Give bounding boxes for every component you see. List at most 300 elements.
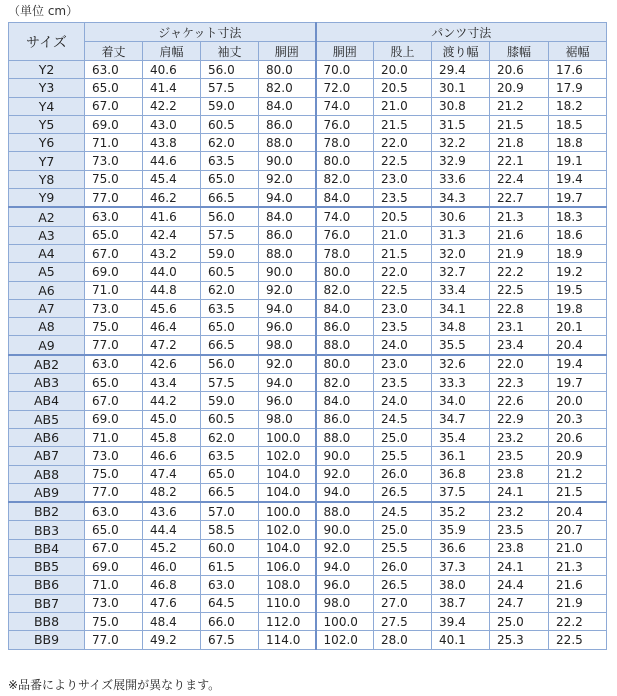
size-label: A5	[9, 263, 85, 281]
measurement-cell: 42.2	[143, 97, 201, 115]
size-label: BB9	[9, 631, 85, 649]
measurement-cell: 48.2	[143, 483, 201, 502]
table-row	[9, 392, 607, 410]
measurement-cell: 96.0	[259, 318, 316, 336]
size-table-container	[8, 22, 606, 650]
measurement-cell: 66.5	[201, 483, 259, 502]
measurement-cell: 22.3	[490, 374, 549, 392]
measurement-cell: 71.0	[85, 428, 143, 446]
measurement-cell: 38.7	[432, 594, 490, 612]
measurement-cell: 63.0	[201, 576, 259, 594]
measurement-cell: 24.4	[490, 576, 549, 594]
measurement-cell: 102.0	[316, 631, 374, 649]
measurement-cell: 47.2	[143, 336, 201, 355]
measurement-cell: 63.0	[85, 61, 143, 79]
measurement-cell: 78.0	[316, 134, 374, 152]
size-chart-table	[8, 22, 607, 650]
column-header: 胴囲	[316, 42, 374, 61]
measurement-cell: 63.5	[201, 299, 259, 317]
measurement-cell: 82.0	[259, 79, 316, 97]
measurement-cell: 46.6	[143, 447, 201, 465]
measurement-cell: 24.0	[374, 336, 432, 355]
measurement-cell: 39.4	[432, 612, 490, 630]
measurement-cell: 65.0	[85, 521, 143, 539]
measurement-cell: 23.4	[490, 336, 549, 355]
measurement-cell: 32.6	[432, 355, 490, 374]
measurement-cell: 27.5	[374, 612, 432, 630]
measurement-cell: 96.0	[259, 392, 316, 410]
measurement-cell: 98.0	[259, 410, 316, 428]
measurement-cell: 84.0	[316, 392, 374, 410]
measurement-cell: 17.6	[549, 61, 607, 79]
measurement-cell: 98.0	[316, 594, 374, 612]
table-row	[9, 134, 607, 152]
measurement-cell: 29.4	[432, 61, 490, 79]
measurement-cell: 67.0	[85, 97, 143, 115]
measurement-cell: 59.0	[201, 392, 259, 410]
measurement-cell: 35.2	[432, 502, 490, 521]
measurement-cell: 75.0	[85, 318, 143, 336]
jacket-group-header: ジャケット寸法	[85, 23, 316, 42]
measurement-cell: 77.0	[85, 336, 143, 355]
table-row	[9, 152, 607, 170]
size-label: BB7	[9, 594, 85, 612]
measurement-cell: 21.2	[490, 97, 549, 115]
size-label: AB5	[9, 410, 85, 428]
measurement-cell: 67.0	[85, 244, 143, 262]
measurement-cell: 19.7	[549, 189, 607, 208]
measurement-cell: 21.5	[490, 115, 549, 133]
measurement-cell: 20.6	[490, 61, 549, 79]
measurement-cell: 94.0	[259, 189, 316, 208]
measurement-cell: 80.0	[316, 152, 374, 170]
measurement-cell: 24.1	[490, 483, 549, 502]
measurement-cell: 69.0	[85, 263, 143, 281]
measurement-cell: 86.0	[316, 410, 374, 428]
measurement-cell: 56.0	[201, 355, 259, 374]
measurement-cell: 75.0	[85, 170, 143, 188]
measurement-cell: 71.0	[85, 281, 143, 299]
measurement-cell: 25.0	[490, 612, 549, 630]
measurement-cell: 100.0	[259, 502, 316, 521]
column-header: 膝幅	[490, 42, 549, 61]
unit-label: （単位 cm）	[8, 4, 79, 18]
table-row	[9, 355, 607, 374]
measurement-cell: 18.3	[549, 207, 607, 226]
measurement-cell: 63.0	[85, 502, 143, 521]
table-row	[9, 410, 607, 428]
measurement-cell: 92.0	[316, 539, 374, 557]
measurement-cell: 31.3	[432, 226, 490, 244]
measurement-cell: 106.0	[259, 558, 316, 576]
measurement-cell: 88.0	[259, 134, 316, 152]
measurement-cell: 35.5	[432, 336, 490, 355]
measurement-cell: 47.4	[143, 465, 201, 483]
column-header: 股上	[374, 42, 432, 61]
footnote: ※品番によりサイズ展開が異なります。	[8, 678, 221, 692]
measurement-cell: 24.1	[490, 558, 549, 576]
measurement-cell: 21.3	[549, 558, 607, 576]
measurement-cell: 65.0	[201, 318, 259, 336]
measurement-cell: 46.2	[143, 189, 201, 208]
measurement-cell: 17.9	[549, 79, 607, 97]
measurement-cell: 22.0	[374, 263, 432, 281]
measurement-cell: 21.5	[549, 483, 607, 502]
measurement-cell: 27.0	[374, 594, 432, 612]
measurement-cell: 45.4	[143, 170, 201, 188]
measurement-cell: 40.6	[143, 61, 201, 79]
measurement-cell: 47.6	[143, 594, 201, 612]
measurement-cell: 21.3	[490, 207, 549, 226]
measurement-cell: 19.8	[549, 299, 607, 317]
measurement-cell: 82.0	[316, 374, 374, 392]
measurement-cell: 23.2	[490, 502, 549, 521]
measurement-cell: 102.0	[259, 447, 316, 465]
measurement-cell: 46.0	[143, 558, 201, 576]
measurement-cell: 45.2	[143, 539, 201, 557]
measurement-cell: 108.0	[259, 576, 316, 594]
measurement-cell: 59.0	[201, 244, 259, 262]
size-label: Y7	[9, 152, 85, 170]
measurement-cell: 19.5	[549, 281, 607, 299]
measurement-cell: 21.0	[549, 539, 607, 557]
measurement-cell: 94.0	[259, 374, 316, 392]
measurement-cell: 26.0	[374, 558, 432, 576]
measurement-cell: 73.0	[85, 594, 143, 612]
measurement-cell: 77.0	[85, 189, 143, 208]
measurement-cell: 65.0	[201, 465, 259, 483]
table-row	[9, 318, 607, 336]
size-label: AB4	[9, 392, 85, 410]
table-row	[9, 170, 607, 188]
measurement-cell: 23.2	[490, 428, 549, 446]
measurement-cell: 20.0	[374, 61, 432, 79]
measurement-cell: 25.5	[374, 539, 432, 557]
measurement-cell: 34.8	[432, 318, 490, 336]
measurement-cell: 45.6	[143, 299, 201, 317]
size-label: BB5	[9, 558, 85, 576]
measurement-cell: 63.0	[85, 207, 143, 226]
measurement-cell: 77.0	[85, 631, 143, 649]
measurement-cell: 37.5	[432, 483, 490, 502]
measurement-cell: 104.0	[259, 465, 316, 483]
measurement-cell: 25.0	[374, 428, 432, 446]
measurement-cell: 60.5	[201, 263, 259, 281]
measurement-cell: 88.0	[316, 336, 374, 355]
measurement-cell: 43.6	[143, 502, 201, 521]
size-label: BB2	[9, 502, 85, 521]
measurement-cell: 46.4	[143, 318, 201, 336]
measurement-cell: 24.5	[374, 502, 432, 521]
table-row	[9, 558, 607, 576]
measurement-cell: 102.0	[259, 521, 316, 539]
measurement-cell: 64.5	[201, 594, 259, 612]
measurement-cell: 21.2	[549, 465, 607, 483]
measurement-cell: 80.0	[259, 61, 316, 79]
measurement-cell: 57.5	[201, 374, 259, 392]
table-row	[9, 447, 607, 465]
measurement-cell: 21.0	[374, 226, 432, 244]
measurement-cell: 56.0	[201, 207, 259, 226]
measurement-cell: 21.5	[374, 244, 432, 262]
measurement-cell: 48.4	[143, 612, 201, 630]
measurement-cell: 36.1	[432, 447, 490, 465]
measurement-cell: 23.8	[490, 465, 549, 483]
table-row	[9, 61, 607, 79]
table-row	[9, 263, 607, 281]
measurement-cell: 25.0	[374, 521, 432, 539]
measurement-cell: 42.6	[143, 355, 201, 374]
table-row	[9, 189, 607, 208]
size-label: A3	[9, 226, 85, 244]
measurement-cell: 22.0	[490, 355, 549, 374]
size-label: Y5	[9, 115, 85, 133]
measurement-cell: 63.5	[201, 447, 259, 465]
measurement-cell: 20.3	[549, 410, 607, 428]
column-header: 着丈	[85, 42, 143, 61]
measurement-cell: 19.1	[549, 152, 607, 170]
size-label: AB3	[9, 374, 85, 392]
measurement-cell: 46.8	[143, 576, 201, 594]
measurement-cell: 57.5	[201, 79, 259, 97]
measurement-cell: 23.8	[490, 539, 549, 557]
measurement-cell: 23.0	[374, 355, 432, 374]
size-header: サイズ	[9, 23, 85, 61]
size-label: A9	[9, 336, 85, 355]
measurement-cell: 20.1	[549, 318, 607, 336]
table-body	[9, 61, 607, 650]
measurement-cell: 84.0	[316, 189, 374, 208]
measurement-cell: 18.2	[549, 97, 607, 115]
measurement-cell: 98.0	[259, 336, 316, 355]
measurement-cell: 80.0	[316, 355, 374, 374]
measurement-cell: 30.6	[432, 207, 490, 226]
measurement-cell: 19.7	[549, 374, 607, 392]
measurement-cell: 24.5	[374, 410, 432, 428]
measurement-cell: 62.0	[201, 134, 259, 152]
measurement-cell: 20.9	[549, 447, 607, 465]
measurement-cell: 28.0	[374, 631, 432, 649]
measurement-cell: 44.6	[143, 152, 201, 170]
measurement-cell: 22.5	[374, 281, 432, 299]
measurement-cell: 74.0	[316, 207, 374, 226]
measurement-cell: 35.4	[432, 428, 490, 446]
table-row	[9, 79, 607, 97]
measurement-cell: 57.5	[201, 226, 259, 244]
measurement-cell: 20.0	[549, 392, 607, 410]
table-row	[9, 631, 607, 649]
column-header: 渡り幅	[432, 42, 490, 61]
size-label: Y4	[9, 97, 85, 115]
measurement-cell: 60.5	[201, 115, 259, 133]
measurement-cell: 37.3	[432, 558, 490, 576]
measurement-cell: 90.0	[259, 152, 316, 170]
measurement-cell: 33.6	[432, 170, 490, 188]
measurement-cell: 65.0	[85, 79, 143, 97]
size-label: AB2	[9, 355, 85, 374]
measurement-cell: 30.1	[432, 79, 490, 97]
measurement-cell: 72.0	[316, 79, 374, 97]
size-label: Y6	[9, 134, 85, 152]
measurement-cell: 60.0	[201, 539, 259, 557]
measurement-cell: 22.8	[490, 299, 549, 317]
measurement-cell: 45.0	[143, 410, 201, 428]
measurement-cell: 70.0	[316, 61, 374, 79]
table-row	[9, 281, 607, 299]
measurement-cell: 18.8	[549, 134, 607, 152]
measurement-cell: 30.8	[432, 97, 490, 115]
size-label: Y8	[9, 170, 85, 188]
measurement-cell: 88.0	[316, 428, 374, 446]
table-row	[9, 115, 607, 133]
measurement-cell: 35.9	[432, 521, 490, 539]
measurement-cell: 69.0	[85, 410, 143, 428]
measurement-cell: 57.0	[201, 502, 259, 521]
measurement-cell: 90.0	[316, 447, 374, 465]
measurement-cell: 100.0	[316, 612, 374, 630]
measurement-cell: 40.1	[432, 631, 490, 649]
measurement-cell: 32.9	[432, 152, 490, 170]
measurement-cell: 94.0	[316, 558, 374, 576]
size-label: BB8	[9, 612, 85, 630]
measurement-cell: 20.5	[374, 79, 432, 97]
column-header: 裾幅	[549, 42, 607, 61]
table-row	[9, 502, 607, 521]
measurement-cell: 62.0	[201, 281, 259, 299]
measurement-cell: 76.0	[316, 226, 374, 244]
measurement-cell: 65.0	[201, 170, 259, 188]
table-row	[9, 374, 607, 392]
measurement-cell: 56.0	[201, 61, 259, 79]
measurement-cell: 22.4	[490, 170, 549, 188]
measurement-cell: 20.5	[374, 207, 432, 226]
measurement-cell: 38.0	[432, 576, 490, 594]
measurement-cell: 26.5	[374, 576, 432, 594]
size-label: AB7	[9, 447, 85, 465]
measurement-cell: 73.0	[85, 152, 143, 170]
measurement-cell: 78.0	[316, 244, 374, 262]
measurement-cell: 32.0	[432, 244, 490, 262]
measurement-cell: 33.3	[432, 374, 490, 392]
measurement-cell: 84.0	[316, 299, 374, 317]
measurement-cell: 82.0	[316, 281, 374, 299]
table-row	[9, 612, 607, 630]
measurement-cell: 20.4	[549, 502, 607, 521]
measurement-cell: 22.5	[374, 152, 432, 170]
measurement-cell: 23.5	[490, 521, 549, 539]
measurement-cell: 36.8	[432, 465, 490, 483]
size-label: BB6	[9, 576, 85, 594]
measurement-cell: 73.0	[85, 299, 143, 317]
measurement-cell: 49.2	[143, 631, 201, 649]
table-row	[9, 428, 607, 446]
table-row	[9, 336, 607, 355]
size-label: A2	[9, 207, 85, 226]
measurement-cell: 20.4	[549, 336, 607, 355]
measurement-cell: 43.2	[143, 244, 201, 262]
measurement-cell: 25.5	[374, 447, 432, 465]
measurement-cell: 84.0	[259, 207, 316, 226]
measurement-cell: 21.9	[490, 244, 549, 262]
measurement-cell: 76.0	[316, 115, 374, 133]
measurement-cell: 58.5	[201, 521, 259, 539]
measurement-cell: 41.6	[143, 207, 201, 226]
measurement-cell: 36.6	[432, 539, 490, 557]
measurement-cell: 22.2	[490, 263, 549, 281]
measurement-cell: 63.0	[85, 355, 143, 374]
measurement-cell: 24.0	[374, 392, 432, 410]
measurement-cell: 66.0	[201, 612, 259, 630]
size-label: A4	[9, 244, 85, 262]
measurement-cell: 44.2	[143, 392, 201, 410]
measurement-cell: 66.5	[201, 189, 259, 208]
measurement-cell: 21.8	[490, 134, 549, 152]
measurement-cell: 80.0	[316, 263, 374, 281]
measurement-cell: 104.0	[259, 539, 316, 557]
measurement-cell: 44.4	[143, 521, 201, 539]
measurement-cell: 84.0	[259, 97, 316, 115]
measurement-cell: 22.6	[490, 392, 549, 410]
measurement-cell: 22.0	[374, 134, 432, 152]
size-label: A8	[9, 318, 85, 336]
measurement-cell: 26.5	[374, 483, 432, 502]
measurement-cell: 20.9	[490, 79, 549, 97]
size-label: A6	[9, 281, 85, 299]
size-label: A7	[9, 299, 85, 317]
measurement-cell: 23.5	[490, 447, 549, 465]
measurement-cell: 75.0	[85, 612, 143, 630]
table-row	[9, 539, 607, 557]
measurement-cell: 75.0	[85, 465, 143, 483]
measurement-cell: 26.0	[374, 465, 432, 483]
measurement-cell: 43.4	[143, 374, 201, 392]
measurement-cell: 65.0	[85, 374, 143, 392]
measurement-cell: 32.2	[432, 134, 490, 152]
table-row	[9, 207, 607, 226]
measurement-cell: 32.7	[432, 263, 490, 281]
measurement-cell: 43.8	[143, 134, 201, 152]
measurement-cell: 23.1	[490, 318, 549, 336]
measurement-cell: 23.0	[374, 299, 432, 317]
table-row	[9, 299, 607, 317]
measurement-cell: 100.0	[259, 428, 316, 446]
table-row	[9, 244, 607, 262]
measurement-cell: 18.9	[549, 244, 607, 262]
measurement-cell: 22.1	[490, 152, 549, 170]
measurement-cell: 110.0	[259, 594, 316, 612]
measurement-cell: 92.0	[259, 281, 316, 299]
measurement-cell: 44.8	[143, 281, 201, 299]
measurement-cell: 22.5	[549, 631, 607, 649]
size-label: Y2	[9, 61, 85, 79]
column-header: 袖丈	[201, 42, 259, 61]
measurement-cell: 67.5	[201, 631, 259, 649]
measurement-cell: 86.0	[259, 226, 316, 244]
measurement-cell: 34.3	[432, 189, 490, 208]
measurement-cell: 86.0	[316, 318, 374, 336]
measurement-cell: 19.2	[549, 263, 607, 281]
measurement-cell: 94.0	[316, 483, 374, 502]
measurement-cell: 65.0	[85, 226, 143, 244]
measurement-cell: 18.6	[549, 226, 607, 244]
pants-group-header: パンツ寸法	[316, 23, 607, 42]
table-row	[9, 483, 607, 502]
measurement-cell: 23.0	[374, 170, 432, 188]
measurement-cell: 20.7	[549, 521, 607, 539]
measurement-cell: 88.0	[316, 502, 374, 521]
measurement-cell: 71.0	[85, 576, 143, 594]
measurement-cell: 21.0	[374, 97, 432, 115]
